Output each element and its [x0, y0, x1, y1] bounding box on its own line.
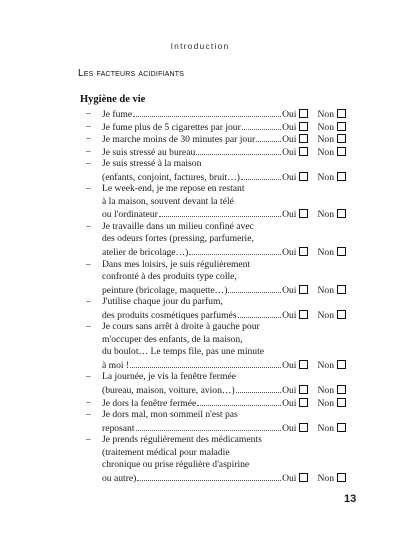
item-line — [102, 296, 346, 309]
dot-leader — [136, 430, 282, 431]
item-line — [102, 146, 346, 159]
item-text: à la maison, souvent devant la télé — [102, 195, 234, 207]
item-line — [102, 133, 346, 146]
questionnaire-item — [86, 121, 346, 134]
no-checkbox[interactable] — [337, 285, 346, 294]
item-line — [102, 108, 346, 121]
questionnaire-item — [86, 133, 346, 146]
item-text: J'utilise chaque jour du parfum, — [102, 296, 223, 308]
no-label: Non — [317, 472, 334, 484]
no-label: Non — [317, 397, 334, 409]
no-label: Non — [317, 171, 334, 183]
dot-leader — [228, 292, 281, 293]
item-text: Je fume plus de 5 cigarettes par jour — [102, 121, 241, 133]
list-dash: – — [86, 120, 91, 132]
yes-checkbox[interactable] — [299, 109, 308, 118]
questionnaire-item — [86, 397, 346, 410]
yes-label: Oui — [282, 171, 297, 183]
answer-group — [282, 397, 346, 409]
answer-group — [282, 108, 346, 120]
questionnaire-item — [86, 409, 346, 434]
item-text: Le week-end, je me repose en restant — [102, 183, 245, 195]
item-line — [102, 233, 346, 246]
item-line — [102, 196, 346, 209]
dot-leader — [130, 367, 281, 368]
item-line — [102, 221, 346, 234]
yes-checkbox[interactable] — [299, 147, 308, 156]
item-text: des odeurs fortes (pressing, parfumerie, — [102, 233, 254, 245]
yes-label: Oui — [282, 397, 297, 409]
item-text: atelier de bricolage…) — [102, 247, 189, 259]
yes-checkbox[interactable] — [299, 247, 308, 256]
list-dash: – — [86, 296, 91, 308]
yes-label: Oui — [282, 109, 297, 120]
dot-leader — [256, 141, 281, 142]
item-line — [102, 459, 346, 472]
item-line — [102, 334, 346, 347]
item-line — [102, 409, 346, 422]
no-label: Non — [317, 385, 334, 397]
yes-label: Oui — [282, 209, 297, 221]
yes-label: Oui — [282, 472, 297, 484]
answer-group — [282, 246, 346, 258]
list-dash: – — [86, 434, 91, 446]
yes-checkbox[interactable] — [299, 360, 308, 369]
yes-checkbox[interactable] — [299, 385, 308, 394]
item-text: Je prends régulièrement des médicaments — [102, 434, 262, 446]
no-checkbox[interactable] — [337, 147, 346, 156]
yes-checkbox[interactable] — [299, 423, 308, 432]
item-text: Je dors la fenêtre fermée — [102, 397, 197, 409]
questionnaire-item — [86, 183, 346, 221]
questionnaire-item — [86, 108, 346, 121]
item-text: reposant — [102, 422, 135, 434]
item-text: Je marche moins de 30 minutes par jour — [102, 134, 256, 146]
item-line — [102, 259, 346, 272]
yes-label: Oui — [282, 359, 297, 371]
no-checkbox[interactable] — [337, 172, 346, 181]
list-dash: – — [86, 396, 91, 408]
yes-label: Oui — [282, 247, 297, 259]
answer-group — [282, 384, 346, 396]
item-line — [102, 422, 346, 435]
dot-leader — [159, 216, 281, 217]
dot-leader — [196, 154, 281, 155]
item-text: (traitement médical pour maladie — [102, 446, 230, 458]
item-text: Dans mes loisirs, je suis régulièrement — [102, 258, 251, 270]
yes-label: Oui — [282, 121, 297, 133]
item-line — [102, 309, 346, 322]
item-text: chronique ou prise régulière d'aspirine — [102, 459, 250, 471]
dot-leader — [133, 116, 281, 117]
list-dash: – — [86, 158, 91, 170]
item-text: Je suis stressé à la maison — [102, 158, 202, 170]
no-label: Non — [317, 109, 334, 120]
list-dash: – — [86, 371, 91, 383]
item-line — [102, 447, 346, 460]
questionnaire-item — [86, 158, 346, 183]
item-text: (bureau, maison, voiture, avion…) — [102, 385, 235, 397]
list-dash: – — [86, 321, 91, 333]
list-dash: – — [86, 145, 91, 157]
yes-label: Oui — [282, 309, 297, 321]
section-title: Les facteurs acidifiants — [78, 68, 185, 79]
yes-checkbox[interactable] — [299, 473, 308, 482]
item-text: peinture (bricolage, maquette…) — [102, 284, 228, 296]
no-checkbox[interactable] — [337, 310, 346, 319]
item-text: à moi ! — [102, 359, 130, 371]
yes-label: Oui — [282, 146, 297, 158]
item-text: ou l'ordinateur — [102, 209, 158, 221]
dot-leader — [242, 129, 281, 130]
no-checkbox[interactable] — [337, 209, 346, 218]
item-line — [102, 271, 346, 284]
yes-label: Oui — [282, 385, 297, 397]
no-label: Non — [317, 247, 334, 259]
no-checkbox[interactable] — [337, 247, 346, 256]
yes-label: Oui — [282, 284, 297, 296]
item-line — [102, 246, 346, 259]
item-line — [102, 472, 346, 485]
answer-group — [282, 171, 346, 183]
item-text: (enfants, conjoint, factures, bruit…) — [102, 171, 240, 183]
yes-checkbox[interactable] — [299, 285, 308, 294]
questionnaire-item — [86, 296, 346, 321]
yes-label: Oui — [282, 134, 297, 146]
item-line — [102, 359, 346, 372]
yes-checkbox[interactable] — [299, 172, 308, 181]
item-text: Je suis stressé au bureau — [102, 146, 196, 158]
item-text: Je travaille dans un milieu confiné avec — [102, 220, 254, 232]
questionnaire-item — [86, 321, 346, 371]
yes-checkbox[interactable] — [299, 310, 308, 319]
answer-group — [282, 359, 346, 371]
yes-checkbox[interactable] — [299, 122, 308, 131]
yes-label: Oui — [282, 422, 297, 434]
answer-group — [282, 121, 346, 133]
item-line — [102, 121, 346, 134]
item-line — [102, 158, 346, 171]
no-checkbox[interactable] — [337, 109, 346, 118]
item-text: La journée, je vis la fenêtre fermée — [102, 371, 236, 383]
answer-group — [282, 146, 346, 158]
item-line — [102, 208, 346, 221]
dot-leader — [137, 480, 281, 481]
dot-leader — [236, 392, 281, 393]
no-checkbox[interactable] — [337, 398, 346, 407]
item-text: Je cours sans arrêt à droite à gauche pour — [102, 321, 260, 333]
no-checkbox[interactable] — [337, 134, 346, 143]
subsection-title: Hygiène de vie — [80, 94, 146, 105]
yes-checkbox[interactable] — [299, 134, 308, 143]
answer-group — [282, 472, 346, 484]
dot-leader — [238, 317, 282, 318]
no-label: Non — [317, 422, 334, 434]
no-checkbox[interactable] — [337, 360, 346, 369]
questionnaire-item — [86, 434, 346, 484]
list-dash: – — [86, 108, 91, 119]
list-dash: – — [86, 133, 91, 145]
item-line — [102, 371, 346, 384]
list-dash: – — [86, 220, 91, 232]
questionnaire-item — [86, 371, 346, 396]
dot-leader — [197, 405, 281, 406]
list-dash: – — [86, 258, 91, 270]
answer-group — [282, 133, 346, 145]
no-label: Non — [317, 209, 334, 221]
questionnaire-list — [86, 108, 346, 484]
no-label: Non — [317, 121, 334, 133]
no-label: Non — [317, 146, 334, 158]
item-text: Je dors mal, mon sommeil n'est pas — [102, 409, 238, 421]
no-label: Non — [317, 359, 334, 371]
item-line — [102, 284, 346, 297]
no-label: Non — [317, 309, 334, 321]
answer-group — [282, 422, 346, 434]
item-text: des produits cosmétiques parfumés — [102, 309, 237, 321]
page-number: 13 — [344, 493, 357, 505]
yes-checkbox[interactable] — [299, 209, 308, 218]
yes-checkbox[interactable] — [299, 398, 308, 407]
no-checkbox[interactable] — [337, 122, 346, 131]
no-checkbox[interactable] — [337, 423, 346, 432]
list-dash: – — [86, 183, 91, 195]
item-line — [102, 397, 346, 410]
item-text: confronté à des produits type colle, — [102, 271, 237, 283]
item-line — [102, 183, 346, 196]
answer-group — [282, 309, 346, 321]
item-line — [102, 321, 346, 334]
item-text: du boulot… Le temps file, pas une minute — [102, 346, 264, 358]
answer-group — [282, 208, 346, 220]
dot-leader — [241, 179, 281, 180]
item-text: ou autre) — [102, 472, 137, 484]
item-line — [102, 384, 346, 397]
item-line — [102, 434, 346, 447]
list-dash: – — [86, 409, 91, 421]
questionnaire-item — [86, 259, 346, 297]
questionnaire-item — [86, 221, 346, 259]
no-label: Non — [317, 134, 334, 146]
dot-leader — [189, 254, 281, 255]
no-checkbox[interactable] — [337, 385, 346, 394]
item-text: m'occuper des enfants, de la maison, — [102, 333, 243, 345]
no-checkbox[interactable] — [337, 473, 346, 482]
item-text: Je fume — [102, 109, 133, 120]
running-header: Introduction — [170, 41, 230, 51]
questionnaire-item — [86, 146, 346, 159]
item-line — [102, 346, 346, 359]
answer-group — [282, 284, 346, 296]
item-line — [102, 171, 346, 184]
no-label: Non — [317, 284, 334, 296]
